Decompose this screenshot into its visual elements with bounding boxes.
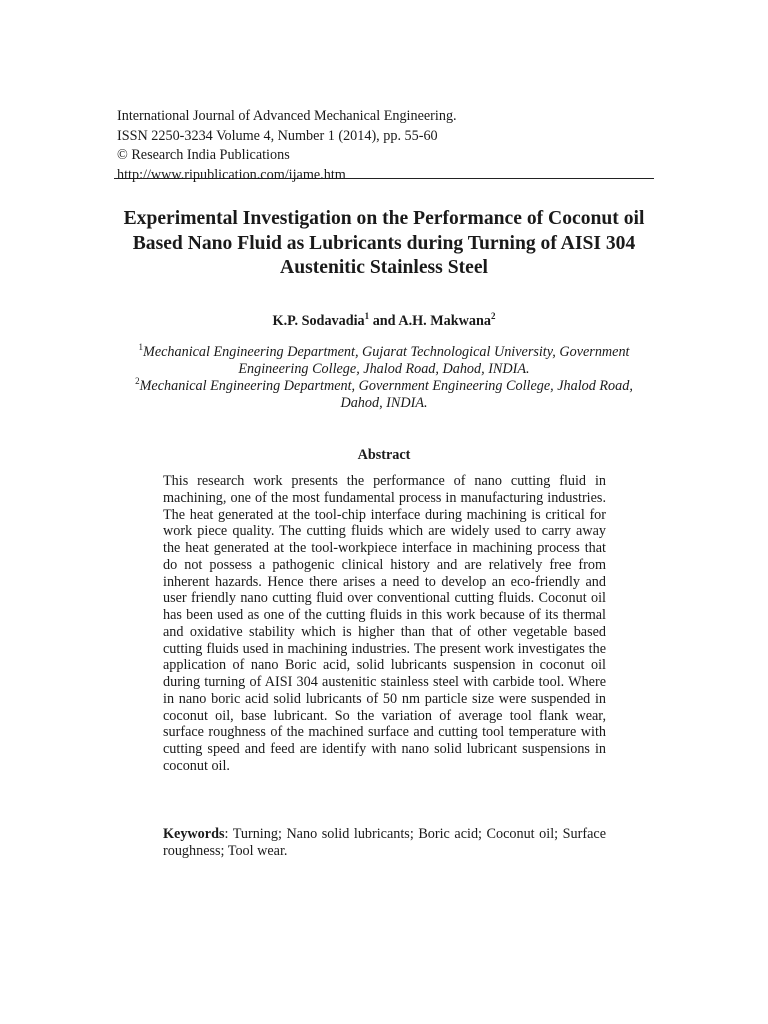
keywords-text: : Turning; Nano solid lubricants; Boric acid; Coconut oil; Surface roughness; Tool wear.	[163, 826, 606, 859]
abstract-heading: Abstract	[357, 447, 411, 463]
affiliation-1-marker: 1	[138, 342, 143, 352]
keywords	[163, 826, 606, 860]
author-2-name: A.H. Makwana	[398, 313, 491, 329]
abstract-body: This research work presents the performance of nano cutting fluid in machining, one of the most fundamental process in manufacturing industries. The heat generated at the tool-chip interface during machining is critical for work piece quality. The cutting fluids which are widely used to carry away the heat generated at the tool-workpiece interface in machining process that do not possess a pathogenic clinical history and are relatively free from inherent hazards. Hence there arises a need to develop an eco-friendly and user friendly nano cutting fluid over conventional cutting fluids. Coconut oil has been used as one of the cutting fluids in this work because of its thermal and oxidative stability which is higher than that of other vegetable based cutting fluids used in machining industries. The present work investigates the application of nano Boric acid, solid lubricants suspension in coconut oil during turning of AISI 304 austenitic stainless steel with carbide tool. Where in nano boric acid solid lubricants of 50 nm particle size were suspended in coconut oil, base lubricant. So the variation of average tool flank wear, surface roughness of the machined surface and cutting tool temperature with cutting speed and feed are identify with nano solid lubricant suspensions in coconut oil.	[163, 473, 606, 774]
issn-line: ISSN 2250-3234 Volume 4, Number 1 (2014), pp. 55-60	[117, 127, 438, 144]
author-1-name: K.P. Sodavadia	[272, 313, 365, 329]
affiliation-1	[130, 344, 638, 378]
author-list	[114, 312, 654, 330]
journal-header	[117, 107, 654, 185]
affiliation-2-text: Mechanical Engineering Department, Government Engineering College, Jhalod Road, Dahod, INDIA.	[139, 378, 633, 411]
affiliation-2	[130, 378, 638, 412]
keywords-label: Keywords	[163, 826, 225, 842]
affiliations	[130, 344, 638, 412]
journal-url[interactable]: http://www.ripublication.com/ijame.htm	[117, 166, 346, 183]
paper-title: Experimental Investigation on the Performance of Coconut oil Based Nano Fluid as Lubricants during Turning of AISI 304 Austenitic Stainless Steel	[123, 208, 645, 278]
author-2-affiliation-marker: 2	[490, 311, 496, 321]
author-conjunction: and	[369, 313, 399, 329]
header-rule	[114, 178, 654, 179]
journal-name: International Journal of Advanced Mechanical Engineering.	[117, 108, 457, 124]
publisher-line: © Research India Publications	[117, 147, 290, 163]
affiliation-1-text: Mechanical Engineering Department, Gujarat Technological University, Government Engineering College, Jhalod Road, Dahod, INDIA.	[143, 344, 630, 377]
affiliation-2-marker: 2	[135, 376, 140, 386]
author-1-affiliation-marker: 1	[364, 311, 370, 321]
